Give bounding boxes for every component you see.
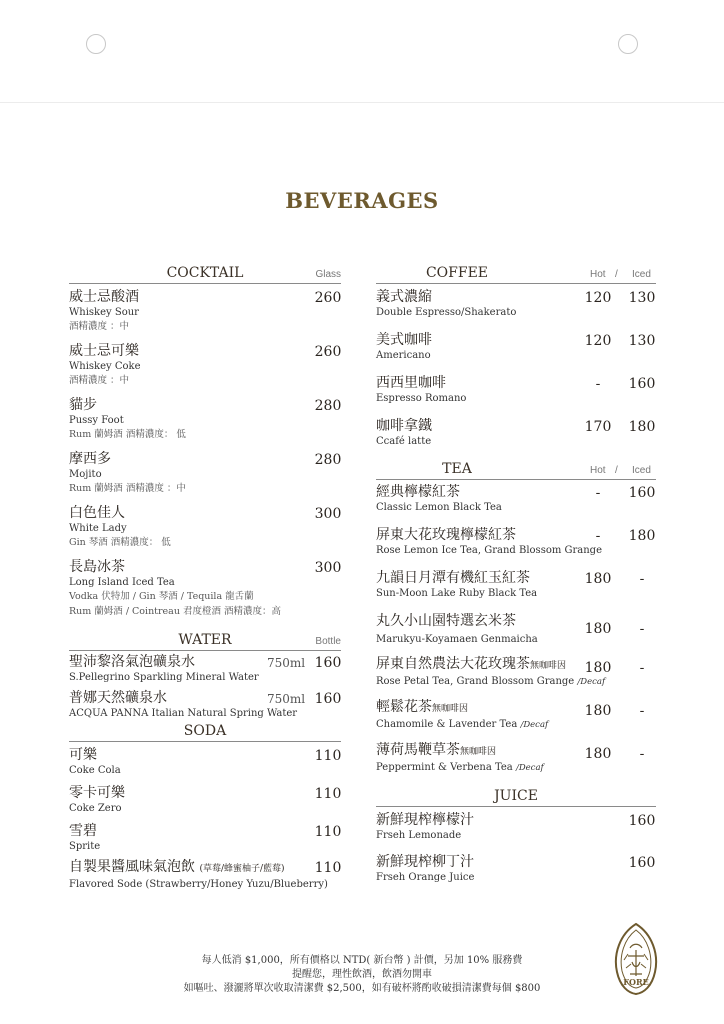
menu-item xyxy=(376,612,656,655)
item-name-en: Coke Cola xyxy=(69,765,121,776)
item-name-en: Sprite xyxy=(69,841,101,852)
item-name-en: Flavored Sode (Strawberry/Honey Yuzu/Blueberry) xyxy=(69,879,328,890)
menu-item xyxy=(69,653,341,689)
item-price-iced: 180 xyxy=(628,419,656,435)
item-volume: 750ml xyxy=(267,656,306,670)
item-name-en: Americano xyxy=(376,350,431,361)
item-name-zh: 長島冰茶 xyxy=(69,559,125,575)
item-name-en-main: Peppermint & Verbena Tea xyxy=(376,762,513,773)
item-price: 110 xyxy=(314,786,342,802)
section-title-juice: JUICE xyxy=(494,788,538,804)
item-name-en: Frseh Orange Juice xyxy=(376,872,475,883)
item-name-zh: 普娜天然礦泉水 xyxy=(69,690,167,706)
item-name-en: Classic Lemon Black Tea xyxy=(376,502,502,513)
menu-item xyxy=(376,698,656,741)
item-price-iced: 160 xyxy=(628,376,656,392)
item-name-en: S.Pellegrino Sparkling Mineral Water xyxy=(69,672,259,683)
menu-item xyxy=(376,374,656,417)
item-price-hot: 120 xyxy=(584,290,612,306)
menu-item xyxy=(69,342,341,396)
item-name-zh xyxy=(69,858,341,878)
item-name-en: Coke Zero xyxy=(69,803,122,814)
tea-unit-iced: Iced xyxy=(632,465,651,476)
item-name-zh: 義式濃縮 xyxy=(376,289,432,305)
decaf-label-en: /Decaf xyxy=(515,763,544,773)
section-title-coffee: COFFEE xyxy=(425,265,489,281)
section-header-soda xyxy=(69,723,341,742)
menu-item xyxy=(69,784,341,822)
menu-item xyxy=(376,483,656,526)
item-price: 260 xyxy=(314,344,342,360)
decaf-label-en: /Decaf xyxy=(520,720,549,730)
item-price: 110 xyxy=(314,824,342,840)
item-name-zh-main: 屏東自然農法大花玫瑰茶 xyxy=(376,656,530,672)
item-name-zh-main: 薄荷馬鞭草茶 xyxy=(376,742,460,758)
item-name-en: Double Espresso/Shakerato xyxy=(376,307,517,318)
section-header-coffee xyxy=(376,265,656,284)
item-price-iced: - xyxy=(639,703,645,719)
item-note: Rum 蘭姆酒 / Cointreau 君度橙酒 酒精濃度：高 xyxy=(69,606,281,617)
item-price: 280 xyxy=(314,452,342,468)
decaf-label: 無咖啡因 xyxy=(460,747,497,757)
page-title: BEVERAGES xyxy=(285,188,439,213)
section-title-soda: SODA xyxy=(183,723,227,739)
item-price: 160 xyxy=(628,813,656,829)
item-name-en xyxy=(376,675,656,689)
item-name-en: Frseh Lemonade xyxy=(376,830,462,841)
item-price-hot: - xyxy=(595,528,601,544)
item-name-zh: 西西里咖啡 xyxy=(376,375,446,391)
item-name-zh: 聖沛黎洛氣泡礦泉水 xyxy=(69,654,195,670)
menu-item xyxy=(69,858,341,892)
menu-item xyxy=(69,689,341,723)
item-price: 160 xyxy=(314,691,342,707)
item-name-en-main: Rose Petal Tea, Grand Blossom Grange xyxy=(376,676,575,687)
decaf-label-en: /Decaf xyxy=(577,677,606,687)
coffee-unit-hot: Hot xyxy=(590,269,606,280)
item-name-zh: 新鮮現榨檸檬汁 xyxy=(376,812,474,828)
coffee-unit-sep: / xyxy=(615,269,618,280)
menu-item xyxy=(376,526,656,569)
item-price: 110 xyxy=(314,748,342,764)
section-title-tea: TEA xyxy=(442,461,472,477)
item-price-iced: 160 xyxy=(628,485,656,501)
item-name-en: Whiskey Coke xyxy=(69,361,141,372)
left-column xyxy=(69,265,341,892)
item-price-hot: 120 xyxy=(584,333,612,349)
tea-unit-sep: / xyxy=(615,465,618,476)
item-price: 160 xyxy=(628,855,656,871)
menu-item xyxy=(69,450,341,504)
item-note: 酒精濃度 ：中 xyxy=(69,321,130,332)
item-note: Rum 蘭姆酒 酒精濃度 ：中 xyxy=(69,483,186,494)
item-price-iced: 180 xyxy=(628,528,656,544)
decaf-label: 無咖啡因 xyxy=(530,661,567,671)
item-name-zh-main: 自製果醬風味氣泡飲 xyxy=(69,859,195,875)
menu-item xyxy=(69,746,341,784)
footer-line-minimum-charge: 每人低消 $1,000，所有價格以 NTD( 新台幣 ) 計價，另加 10% 服務費 xyxy=(201,955,523,966)
item-price-hot: 180 xyxy=(584,571,612,587)
item-price: 160 xyxy=(314,655,342,671)
section-header-tea xyxy=(376,461,656,480)
item-name-zh: 新鮮現榨柳丁汁 xyxy=(376,854,474,870)
item-name-en-main: Chamomile & Lavender Tea xyxy=(376,719,518,730)
item-name-zh: 雪碧 xyxy=(69,823,97,839)
item-name-zh xyxy=(376,741,656,761)
item-price-iced: - xyxy=(639,621,645,637)
item-name-en: ACQUA PANNA Italian Natural Spring Water xyxy=(69,708,298,719)
item-price: 300 xyxy=(314,506,342,522)
item-name-zh: 摩西多 xyxy=(69,451,111,467)
section-header-water xyxy=(69,632,341,651)
item-price-iced: 130 xyxy=(628,333,656,349)
item-price-hot: - xyxy=(595,485,601,501)
item-name-en: Espresso Romano xyxy=(376,393,467,404)
item-price-iced: - xyxy=(639,571,645,587)
menu-item xyxy=(69,504,341,558)
item-name-zh: 威士忌酸酒 xyxy=(69,289,139,305)
section-header-juice xyxy=(376,788,656,807)
menu-item xyxy=(69,558,341,630)
item-name-en: White Lady xyxy=(69,523,127,534)
item-price: 260 xyxy=(314,290,342,306)
item-name-zh: 可樂 xyxy=(69,747,97,763)
item-name-zh: 美式咖啡 xyxy=(376,332,432,348)
item-name-zh: 經典檸檬紅茶 xyxy=(376,484,460,500)
item-name-en: Rose Lemon Ice Tea, Grand Blossom Grange xyxy=(376,545,602,556)
item-name-zh: 九韻日月潭有機紅玉紅茶 xyxy=(376,570,530,586)
item-flavors: (草莓/蜂蜜柚子/藍莓) xyxy=(199,864,285,874)
item-name-en: Pussy Foot xyxy=(69,415,124,426)
item-name-en xyxy=(376,718,656,732)
menu-item xyxy=(376,417,656,461)
item-name-zh-main: 輕鬆花茶 xyxy=(376,699,432,715)
item-name-en: Ccafé latte xyxy=(376,436,432,447)
footer-line-drink-responsibly: 提醒您，理性飲酒，飲酒勿開車 xyxy=(292,969,432,980)
item-name-en: Marukyu-Koyamaen Genmaicha xyxy=(376,634,538,645)
item-price-hot: 180 xyxy=(584,703,612,719)
item-name-zh xyxy=(376,655,656,675)
item-name-en: Whiskey Sour xyxy=(69,307,139,318)
item-note: Rum 蘭姆酒 酒精濃度： 低 xyxy=(69,429,186,440)
water-unit: Bottle xyxy=(315,636,341,647)
tea-unit-hot: Hot xyxy=(590,465,606,476)
menu-item xyxy=(376,331,656,374)
item-price-iced: 130 xyxy=(628,290,656,306)
section-title-cocktail: COCKTAIL xyxy=(166,265,244,281)
section-header-cocktail xyxy=(69,265,341,284)
fore-logo-icon xyxy=(610,920,662,998)
item-price-hot: 170 xyxy=(584,419,612,435)
item-note: Vodka 伏特加 / Gin 琴酒 / Tequila 龍舌蘭 xyxy=(69,591,254,602)
menu-item xyxy=(376,655,656,698)
item-name-en: Mojito xyxy=(69,469,102,480)
coffee-unit-iced: Iced xyxy=(632,269,651,280)
item-name-zh: 丸久小山園特選玄米茶 xyxy=(376,613,516,629)
menu-item xyxy=(376,853,656,887)
footer-line-cleaning-fee: 如嘔吐、潑灑將單次收取清潔費 $2,500，如有破杯將酌收破損清潔費每個 $800 xyxy=(183,983,541,994)
item-price-hot: - xyxy=(595,376,601,392)
item-name-zh: 屏東大花玫瑰檸檬紅茶 xyxy=(376,527,516,543)
logo-text: FORE xyxy=(623,977,649,987)
item-name-zh: 白色佳人 xyxy=(69,505,125,521)
item-price-iced: - xyxy=(639,746,645,762)
cocktail-unit: Glass xyxy=(315,269,341,280)
item-note: Gin 琴酒 酒精濃度： 低 xyxy=(69,537,171,548)
item-name-zh: 咖啡拿鐵 xyxy=(376,418,432,434)
menu-item xyxy=(69,288,341,342)
item-name-en: Long Island Iced Tea xyxy=(69,577,175,588)
item-note: 酒精濃度 ：中 xyxy=(69,375,130,386)
item-price: 110 xyxy=(314,860,342,876)
item-price-hot: 180 xyxy=(584,621,612,637)
item-name-zh: 威士忌可樂 xyxy=(69,343,139,359)
menu-item xyxy=(376,741,656,786)
page-fold-line xyxy=(0,102,724,103)
decaf-label: 無咖啡因 xyxy=(432,704,469,714)
menu-item xyxy=(376,811,656,853)
menu-item xyxy=(69,822,341,858)
item-name-en: Sun-Moon Lake Ruby Black Tea xyxy=(376,588,538,599)
menu-item xyxy=(376,288,656,331)
item-price-hot: 180 xyxy=(584,660,612,676)
right-column xyxy=(376,265,656,887)
section-title-water: WATER xyxy=(178,632,232,648)
item-name-zh: 零卡可樂 xyxy=(69,785,125,801)
item-name-zh: 貓步 xyxy=(69,397,97,413)
item-price-hot: 180 xyxy=(584,746,612,762)
item-price-iced: - xyxy=(639,660,645,676)
item-price: 300 xyxy=(314,560,342,576)
binder-hole-right xyxy=(618,34,638,54)
item-name-en xyxy=(376,761,656,775)
menu-item xyxy=(69,396,341,450)
menu-item xyxy=(376,569,656,612)
item-volume: 750ml xyxy=(267,692,306,706)
item-price: 280 xyxy=(314,398,342,414)
item-name-zh xyxy=(376,698,656,718)
binder-hole-left xyxy=(86,34,106,54)
